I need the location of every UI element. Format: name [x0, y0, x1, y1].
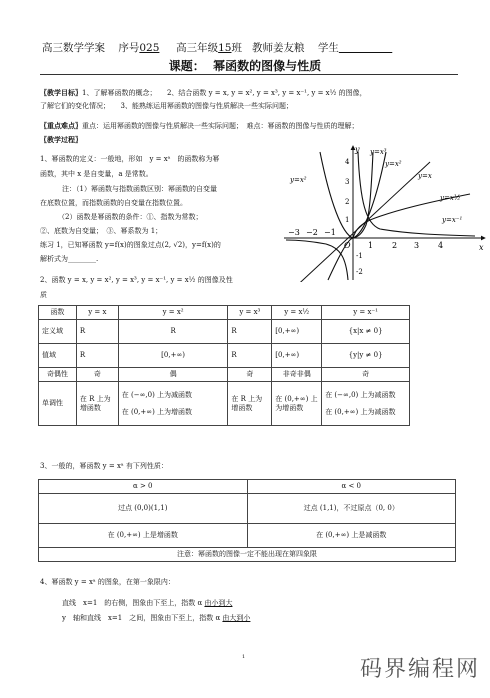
- table-row-head: [39, 480, 456, 494]
- cell-line: 在 (−∞,0) 上为减函数: [121, 390, 193, 399]
- keypoints-text: 重点：运用幂函数的图像与性质解决一些实际问题； 难点：幂函数的图像与性质的理解；: [82, 122, 359, 130]
- tick-x1: 1: [368, 241, 374, 250]
- table-cell: R: [228, 344, 272, 368]
- table-cell: 注意：幂函数的图像一定不能出现在第四象限: [39, 548, 456, 562]
- header-student-blank: [339, 42, 392, 54]
- tick-xm3: −3: [288, 228, 300, 237]
- label-x-axis: x: [479, 243, 484, 252]
- table-cell: [76, 382, 118, 426]
- cell-line: 在 (0,+∞) 上: [275, 394, 318, 403]
- page-number: 1: [242, 654, 246, 660]
- definition-line-3: 注：（1）幂函数与指数函数区别：幂函数的自变量: [62, 185, 217, 193]
- table-cell: 函数: [39, 306, 77, 320]
- table-cell: α < 0: [247, 480, 456, 494]
- cell-line: 在 (−∞,0) 上为减函数: [325, 390, 396, 399]
- definition-line-4: 在底数位置，而指数函数的自变量在指数位置。: [40, 199, 187, 207]
- keypoints-tag: 〖重点难点〗: [40, 121, 82, 130]
- table-cell: 在 (0,+∞) 上是减函数: [247, 524, 456, 548]
- label-sqrt: y=x½: [440, 194, 461, 202]
- title-label: 课题：: [168, 59, 205, 73]
- table-cell: y = x³: [228, 306, 272, 320]
- tick-x4: 4: [438, 241, 444, 250]
- table-cell: [272, 382, 322, 426]
- table-cell: R: [76, 320, 118, 344]
- tick-xm1: −1: [324, 228, 336, 237]
- cell-line: 在 (0,+∞) 上为减函数: [325, 407, 396, 416]
- table-row-pass: [39, 494, 456, 524]
- label-square: y=x²: [385, 160, 402, 168]
- table-row-domain: [39, 320, 410, 344]
- section4-line-3: [62, 614, 250, 623]
- table-cell: 非奇非偶: [272, 368, 322, 382]
- section4-line-2-text: 直线 x=1 的右侧，图象由下至上，指数 α: [62, 599, 203, 607]
- table-cell: [322, 382, 410, 426]
- header-line: [42, 42, 392, 55]
- goals-tag: 〖教学目标〗: [40, 88, 82, 97]
- table-cell: y = x²: [118, 306, 228, 320]
- goals-line-1: [40, 88, 367, 98]
- header-course: 高三数学学案: [42, 42, 105, 54]
- goals-text-1: 1、了解幂函数的概念； 2、结合函数 y = x, y = x², y = x³, y = x⁻¹, y = x½ 的图像，: [82, 89, 367, 97]
- tick-ym1: -1: [356, 252, 363, 260]
- table-row-head: [39, 306, 410, 320]
- section4-line-1: 4、幂函数 y = xᵃ 的图象，在第一象限内：: [40, 578, 175, 586]
- properties-table: [38, 305, 410, 426]
- table-cell: R: [76, 344, 118, 368]
- header-seq-label: 序号: [118, 42, 140, 54]
- cell-line: 在 R 上为: [79, 394, 111, 403]
- general-properties-table: [38, 479, 456, 562]
- tick-y3: 3: [345, 178, 350, 186]
- header-teacher: 教师姜友粮: [252, 42, 305, 54]
- tick-xm2: −2: [306, 228, 318, 237]
- table-cell: [228, 382, 272, 426]
- table-row-parity: [39, 368, 410, 382]
- label-inverse: y=x⁻¹: [442, 216, 463, 224]
- definition-line-6: ②、底数为自变量； ③、幂系数为 1；: [40, 227, 163, 235]
- curve-inverse-left: [286, 240, 348, 280]
- definition-line-5: （2）函数是幂函数的条件：①、指数为常数；: [58, 213, 203, 221]
- section2-line-1: 2、函数 y = x, y = x², y = x³, y = x⁻¹, y = x½ 的图像及性: [40, 276, 233, 284]
- keypoints-line: [40, 121, 359, 131]
- table-cell: 定义域: [39, 320, 77, 344]
- table-cell: 值域: [39, 344, 77, 368]
- table-cell: {x|x ≠ 0}: [322, 320, 410, 344]
- tick-y1: 1: [345, 216, 350, 224]
- table-cell: y = x⁻¹: [322, 306, 410, 320]
- table-cell: 奇: [322, 368, 410, 382]
- header-grade: 高三年级: [176, 42, 219, 54]
- table-cell: [0,+∞): [118, 344, 228, 368]
- process-tag: 〖教学过程〗: [40, 135, 82, 144]
- title-divider: [40, 74, 458, 75]
- table-row-note: [39, 548, 456, 562]
- label-y-axis: y: [355, 145, 360, 154]
- table-cell: 单调性: [39, 382, 77, 426]
- section3-line: 3、一般的，幂函数 y = xᵃ 有下列性质：: [40, 462, 168, 470]
- label-origin: O: [344, 241, 351, 250]
- table-cell: 过点 (0,0)(1,1): [39, 494, 248, 524]
- table-row-range: [39, 344, 410, 368]
- cell-line: 在 R 上为: [231, 394, 263, 403]
- page-title: [0, 57, 490, 74]
- section4-line-2: [62, 599, 232, 608]
- table-cell: y = x: [76, 306, 118, 320]
- curve-cube: [328, 152, 373, 280]
- table-cell: R: [118, 320, 228, 344]
- cell-line: 增函数: [79, 403, 101, 412]
- definition-line-7: 练习 1，已知幂函数 y=f(x)的图象过点(2, √2)，y=f(x)的: [40, 241, 221, 249]
- header-seq-value: 025: [139, 42, 160, 54]
- header-class-label: 班: [231, 42, 242, 54]
- tick-y2: 2: [345, 198, 350, 206]
- header-student-label: 学生: [317, 42, 339, 54]
- cell-line: 在 (0,+∞) 上为增函数: [121, 407, 193, 416]
- table-cell: [0,+∞): [272, 320, 322, 344]
- table-cell: R: [228, 320, 272, 344]
- title-text: 幂函数的图像与性质: [213, 59, 322, 73]
- definition-line-2: 函数，其中 x 是自变量，a 是常数。: [40, 170, 153, 178]
- label-cube: y=x³: [370, 148, 387, 156]
- label-square-left: y=x²: [290, 176, 307, 184]
- table-cell: {y|y ≠ 0}: [322, 344, 410, 368]
- section2-line-2: 质: [40, 291, 47, 299]
- table-cell: y = x½: [272, 306, 322, 320]
- watermark-text: 码界编程网: [360, 657, 481, 682]
- header-class-value: 15: [218, 42, 232, 54]
- table-cell: 在 (0,+∞) 上是增函数: [39, 524, 248, 548]
- table-cell: 奇: [76, 368, 118, 382]
- section4-line-3-answer: 由大到小: [222, 614, 251, 622]
- definition-line-1: 1、幂函数的定义：一般地，形如 y = xᵃ 的函数称为幂: [40, 155, 220, 163]
- table-cell: 过点 (1,1)，不过原点（0, 0）: [247, 494, 456, 524]
- table-row-monotonicity: [39, 382, 410, 426]
- definition-line-8: 解析式为________.: [40, 255, 99, 263]
- table-cell: 奇: [228, 368, 272, 382]
- table-cell: [118, 382, 228, 426]
- tick-x3: 3: [414, 241, 420, 250]
- section4-line-2-answer: 由小到大: [204, 599, 233, 607]
- table-cell: 偶: [118, 368, 228, 382]
- table-cell: [0,+∞): [272, 344, 322, 368]
- tick-y4: 4: [345, 158, 350, 166]
- table-row-monotonicity: [39, 524, 456, 548]
- goals-line-2: 了解它们的变化情况； 3、能熟练运用幂函数的图像与性质解决一些实际问题；: [40, 102, 293, 110]
- power-function-graph: [280, 142, 490, 282]
- cell-line: 增函数: [231, 403, 253, 412]
- section4-line-3-text: y 轴和直线 x=1 之间，图象由下至上，指数 α: [62, 614, 221, 622]
- cell-line: 为增函数: [275, 403, 304, 412]
- label-linear: y=x: [418, 172, 432, 180]
- tick-x2: 2: [392, 241, 398, 250]
- table-cell: α > 0: [39, 480, 248, 494]
- table-cell: 奇偶性: [39, 368, 77, 382]
- tick-ym2: -2: [356, 268, 363, 276]
